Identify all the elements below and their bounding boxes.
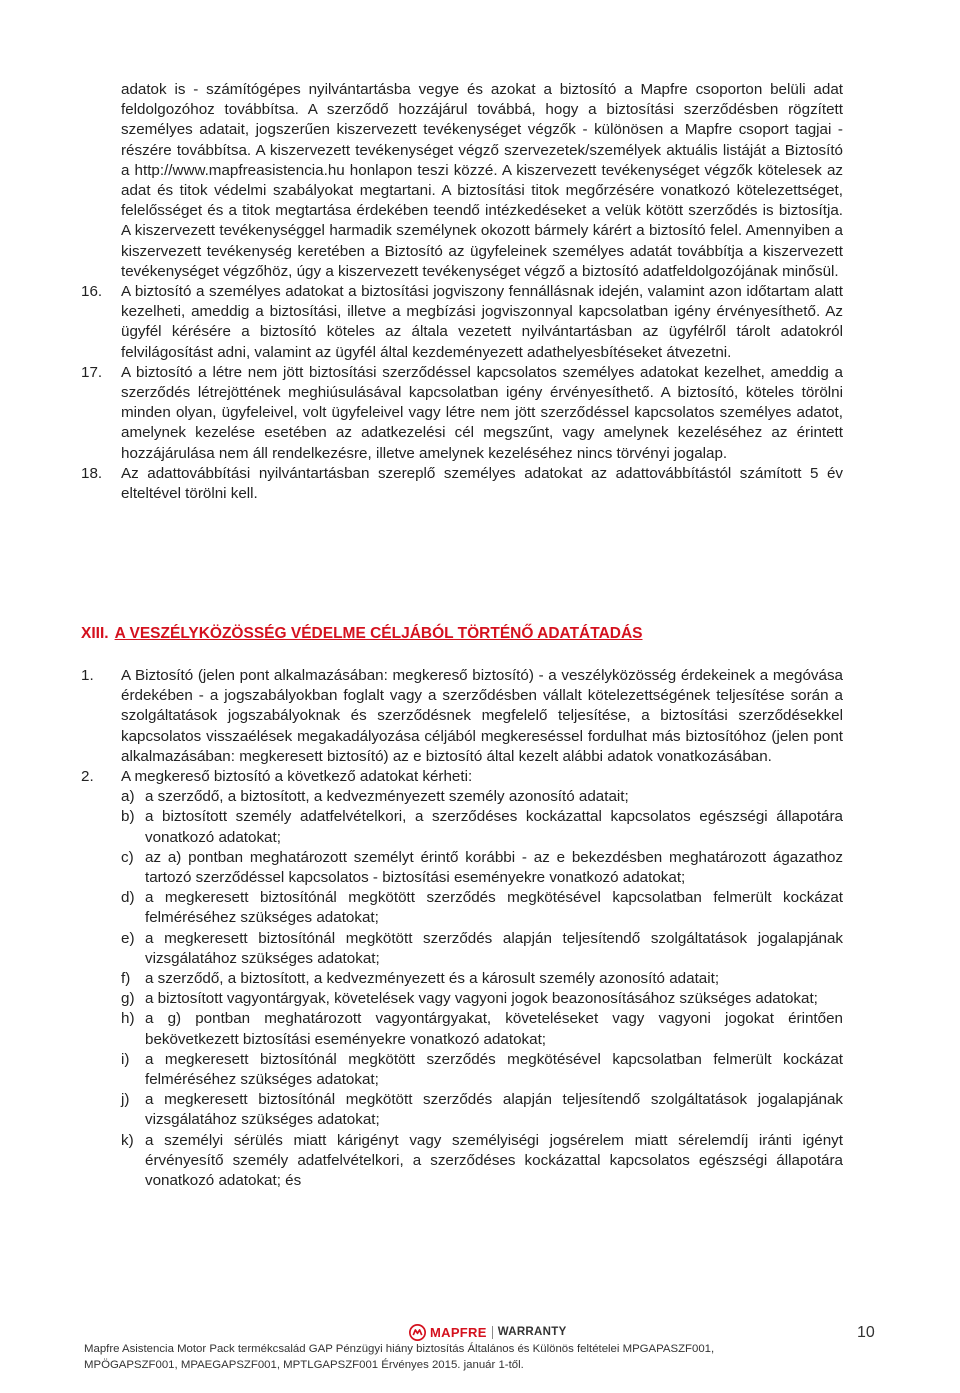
- body-top: [81, 80, 843, 504]
- sub-item-text: a biztosított vagyontárgyak, követelések vagy vagyoni jogok beazonosításához szükséges adatokat;: [145, 990, 818, 1008]
- item-text: A biztosító a személyes adatokat a biztosítási jogviszony fennállásnak idején, valamint azon időtartam alatt kezelheti, ameddig a biztosítási, illetve a megbízási jogviszonnyal kapcsolatban igény érvényesíthető. Az ügyfél kérésére a biztosító köteles az általa vezetett nyilvántartásban az ügyfélről tárolt adatokról felvilágosítást adni, valamint az ügyfél által kezdeményezett adathelyesbítéseket átvezetni.: [121, 283, 843, 361]
- sub-item-j: [121, 1090, 843, 1130]
- footer-line-2: MPÖGAPSZF001, MPAEGAPSZF001, MPTLGAPSZF001 Érvényes 2015. január 1-től.: [84, 1359, 524, 1371]
- sub-item-e: [121, 929, 843, 969]
- mapfre-logo-icon: [409, 1324, 426, 1341]
- footer-line-1: Mapfre Asistencia Motor Pack termékcsalád GAP Pénzügyi hiány biztosítás Általános és Különös feltételei MPGAPASZF001,: [84, 1343, 715, 1355]
- sub-item-text: a megkeresett biztosítónál megkötött szerződés alapján teljesítendő szolgáltatások jogalapjának vizsgálatához szükséges adatokat;: [145, 929, 843, 967]
- sub-item-text: a szerződő, a biztosított, a kedvezményezett személy azonosító adatait;: [145, 788, 629, 806]
- item-text: A Biztosító (jelen pont alkalmazásában: megkereső biztosító) - a veszélyközösség érdekeinek a megóvása érdekében - a jogszabályokban foglalt vagy a szerződésben vállalt kötelezettségének teljesítése során a szolgáltatások jogszabályoknak és szerződésnek megfelelő teljesítése, a biztosítási szerződésekkel kapcsolatos visszaélések megakadályozása céljából megkereséssel fordulhat más biztosítóhoz (jelen pont alkalmazásában: megkeresett biztosító) az e biztosító által kezelt alábbi adatok vonatkozásában.: [121, 667, 843, 765]
- sub-item-d: [121, 888, 843, 928]
- sub-item-letter: h): [121, 1010, 135, 1028]
- item-number: 18.: [81, 464, 103, 482]
- sub-item-a: [121, 787, 843, 807]
- sub-item-f: [121, 969, 843, 989]
- body-section: [81, 666, 843, 1191]
- item-number: 16.: [81, 283, 103, 301]
- sub-item-g: [121, 989, 843, 1009]
- section-heading: [81, 625, 643, 643]
- logo-product-text: WARRANTY: [497, 1326, 567, 1338]
- sub-item-text: a szerződő, a biztosított, a kedvezményezett és a károsult személy azonosító adatait;: [145, 970, 720, 988]
- sub-item-letter: j): [121, 1091, 130, 1109]
- item-number: 1.: [81, 667, 94, 684]
- sub-item-letter: c): [121, 848, 134, 866]
- section-number: XIII.: [81, 625, 109, 642]
- sub-item-c: [121, 848, 843, 888]
- sub-item-text: az a) pontban meghatározott személyt érintő korábbi - az e bekezdésben meghatározott ágazathoz tartozó szerződéssel kapcsolatos - biztosítási eseményekre vonatkozó adatokat;: [145, 848, 843, 887]
- sub-item-letter: d): [121, 889, 135, 907]
- mapfre-warranty-logo: [409, 1322, 567, 1342]
- sub-item-letter: i): [121, 1050, 130, 1068]
- list-item-17: [81, 363, 843, 464]
- item-text: A megkereső biztosító a következő adatokat kérheti:: [121, 768, 473, 786]
- logo-brand-text: MAPFRE: [430, 1324, 487, 1340]
- sub-item-text: a biztosított személy adatfelvételkori, a szerződéses kockázattal kapcsolatos egészségi állapotára vonatkozó adatokat;: [145, 808, 843, 846]
- item-text: A biztosító a létre nem jött biztosítási szerződéssel kapcsolatos személyes adatokat kezelhet, ameddig a szerződés létrejöttének meghiúsulásával kapcsolatban igény érvényesíthető. A biztosító, köteles törölni minden olyan, ügyfeleivel, volt ügyfeleivel vagy létre nem jött szerződéssel kapcsolatos személyes adatot, amelynek kezelése esetében az adatkezelési cél megszűnt, vagy amelynek kezeléséhez az érintett hozzájárulása nem áll rendelkezésre, illetve amelynek kezeléséhez nincs törvényi jogalap.: [121, 363, 843, 462]
- list-item-16: [81, 282, 843, 363]
- section-item-1: [81, 666, 843, 767]
- sub-item-text: a megkeresett biztosítónál megkötött szerződés megkötésével kapcsolatban felmerült kockázat felméréséhez szükséges adatokat;: [145, 1050, 843, 1089]
- item-text: Az adattovábbítási nyilvántartásban szereplő személyes adatokat az adattovábbítástól számított 5 év elteltével törölni kell.: [121, 464, 843, 503]
- sub-item-k: [121, 1131, 843, 1192]
- logo-separator: [492, 1326, 493, 1339]
- sub-item-text: a személyi sérülés miatt kárigényt vagy személyiségi jogsérelem miatt sérelemdíj iránti igényt érvényesítő személy adatfelvételkori, a szerződéses kockázattal kapcsolatos egészségi állapotára vonatkozó adatokat; és: [145, 1131, 843, 1190]
- sub-item-letter: a): [121, 788, 135, 806]
- continuation-paragraph: adatok is - számítógépes nyilvántartásba vegye és azokat a biztosító a Mapfre csoporton belüli adat feldolgozóhoz továbbítsa. A szerződő hozzájárul továbbá, hogy a biztosítási szerződésben rögzített személyes adatait, jogszerűen kiszervezett tevékenységet végzők - különösen a Mapfre csoport tagjai - részére továbbítsa. A kiszervezett tevékenységet végző szervezetek/személyek aktuális listáját a Biztosító a http://www.mapfreasistencia.hu honlapon teszi közzé. A kiszervezett tevékenységet végzők kötelesek az adat és titok védelmi szabályokat megtartani. A biztosítási titok megőrzésére vonatkozó kötelezettséget, felelősséget és a titok megtartása érdekében teendő intézkedéseket a velük kötött szerződés is biztosítja. A kiszervezett tevékenységgel harmadik személynek okozott bármely kárért a biztosító felel. Amennyiben a kiszervezett tevékenység keretében a Biztosító az ügyfeleinek személyes adatát továbbítja a kiszervezett tevékenységet végzőhöz, úgy a kiszervezett tevékenységet végző a biztosító adatfeldolgozójának minősül.: [121, 81, 843, 280]
- list-item-18: [81, 464, 843, 504]
- sub-item-letter: g): [121, 990, 135, 1008]
- sub-item-text: a megkeresett biztosítónál megkötött szerződés alapján teljesítendő szolgáltatások jogalapjának vizsgálatához szükséges adatokat;: [145, 1091, 843, 1129]
- section-item-2: [81, 767, 843, 787]
- sub-item-b: [121, 807, 843, 847]
- sub-item-i: [121, 1050, 843, 1090]
- section-title: A VESZÉLYKÖZÖSSÉG VÉDELME CÉLJÁBÓL TÖRTÉNŐ ADATÁTADÁS: [114, 625, 643, 642]
- sub-item-h: [121, 1009, 843, 1049]
- footer-text: [84, 1341, 884, 1373]
- page-number: 10: [857, 1324, 875, 1341]
- sub-item-text: a megkeresett biztosítónál megkötött szerződés megkötésével kapcsolatban felmerült kockázat felméréséhez szükséges adatokat;: [145, 889, 843, 927]
- item-number: 17.: [81, 363, 103, 381]
- item-number: 2.: [81, 768, 94, 786]
- sub-item-text: a g) pontban meghatározott vagyontárgyakat, követeléseket vagy vagyoni jogokat érintően bekövetkezett biztosítási eseményekre vonatkozó adatokat;: [145, 1010, 843, 1048]
- sub-item-letter: k): [121, 1131, 134, 1149]
- sub-item-letter: f): [121, 970, 131, 988]
- sub-item-letter: b): [121, 808, 135, 826]
- sub-item-letter: e): [121, 929, 135, 947]
